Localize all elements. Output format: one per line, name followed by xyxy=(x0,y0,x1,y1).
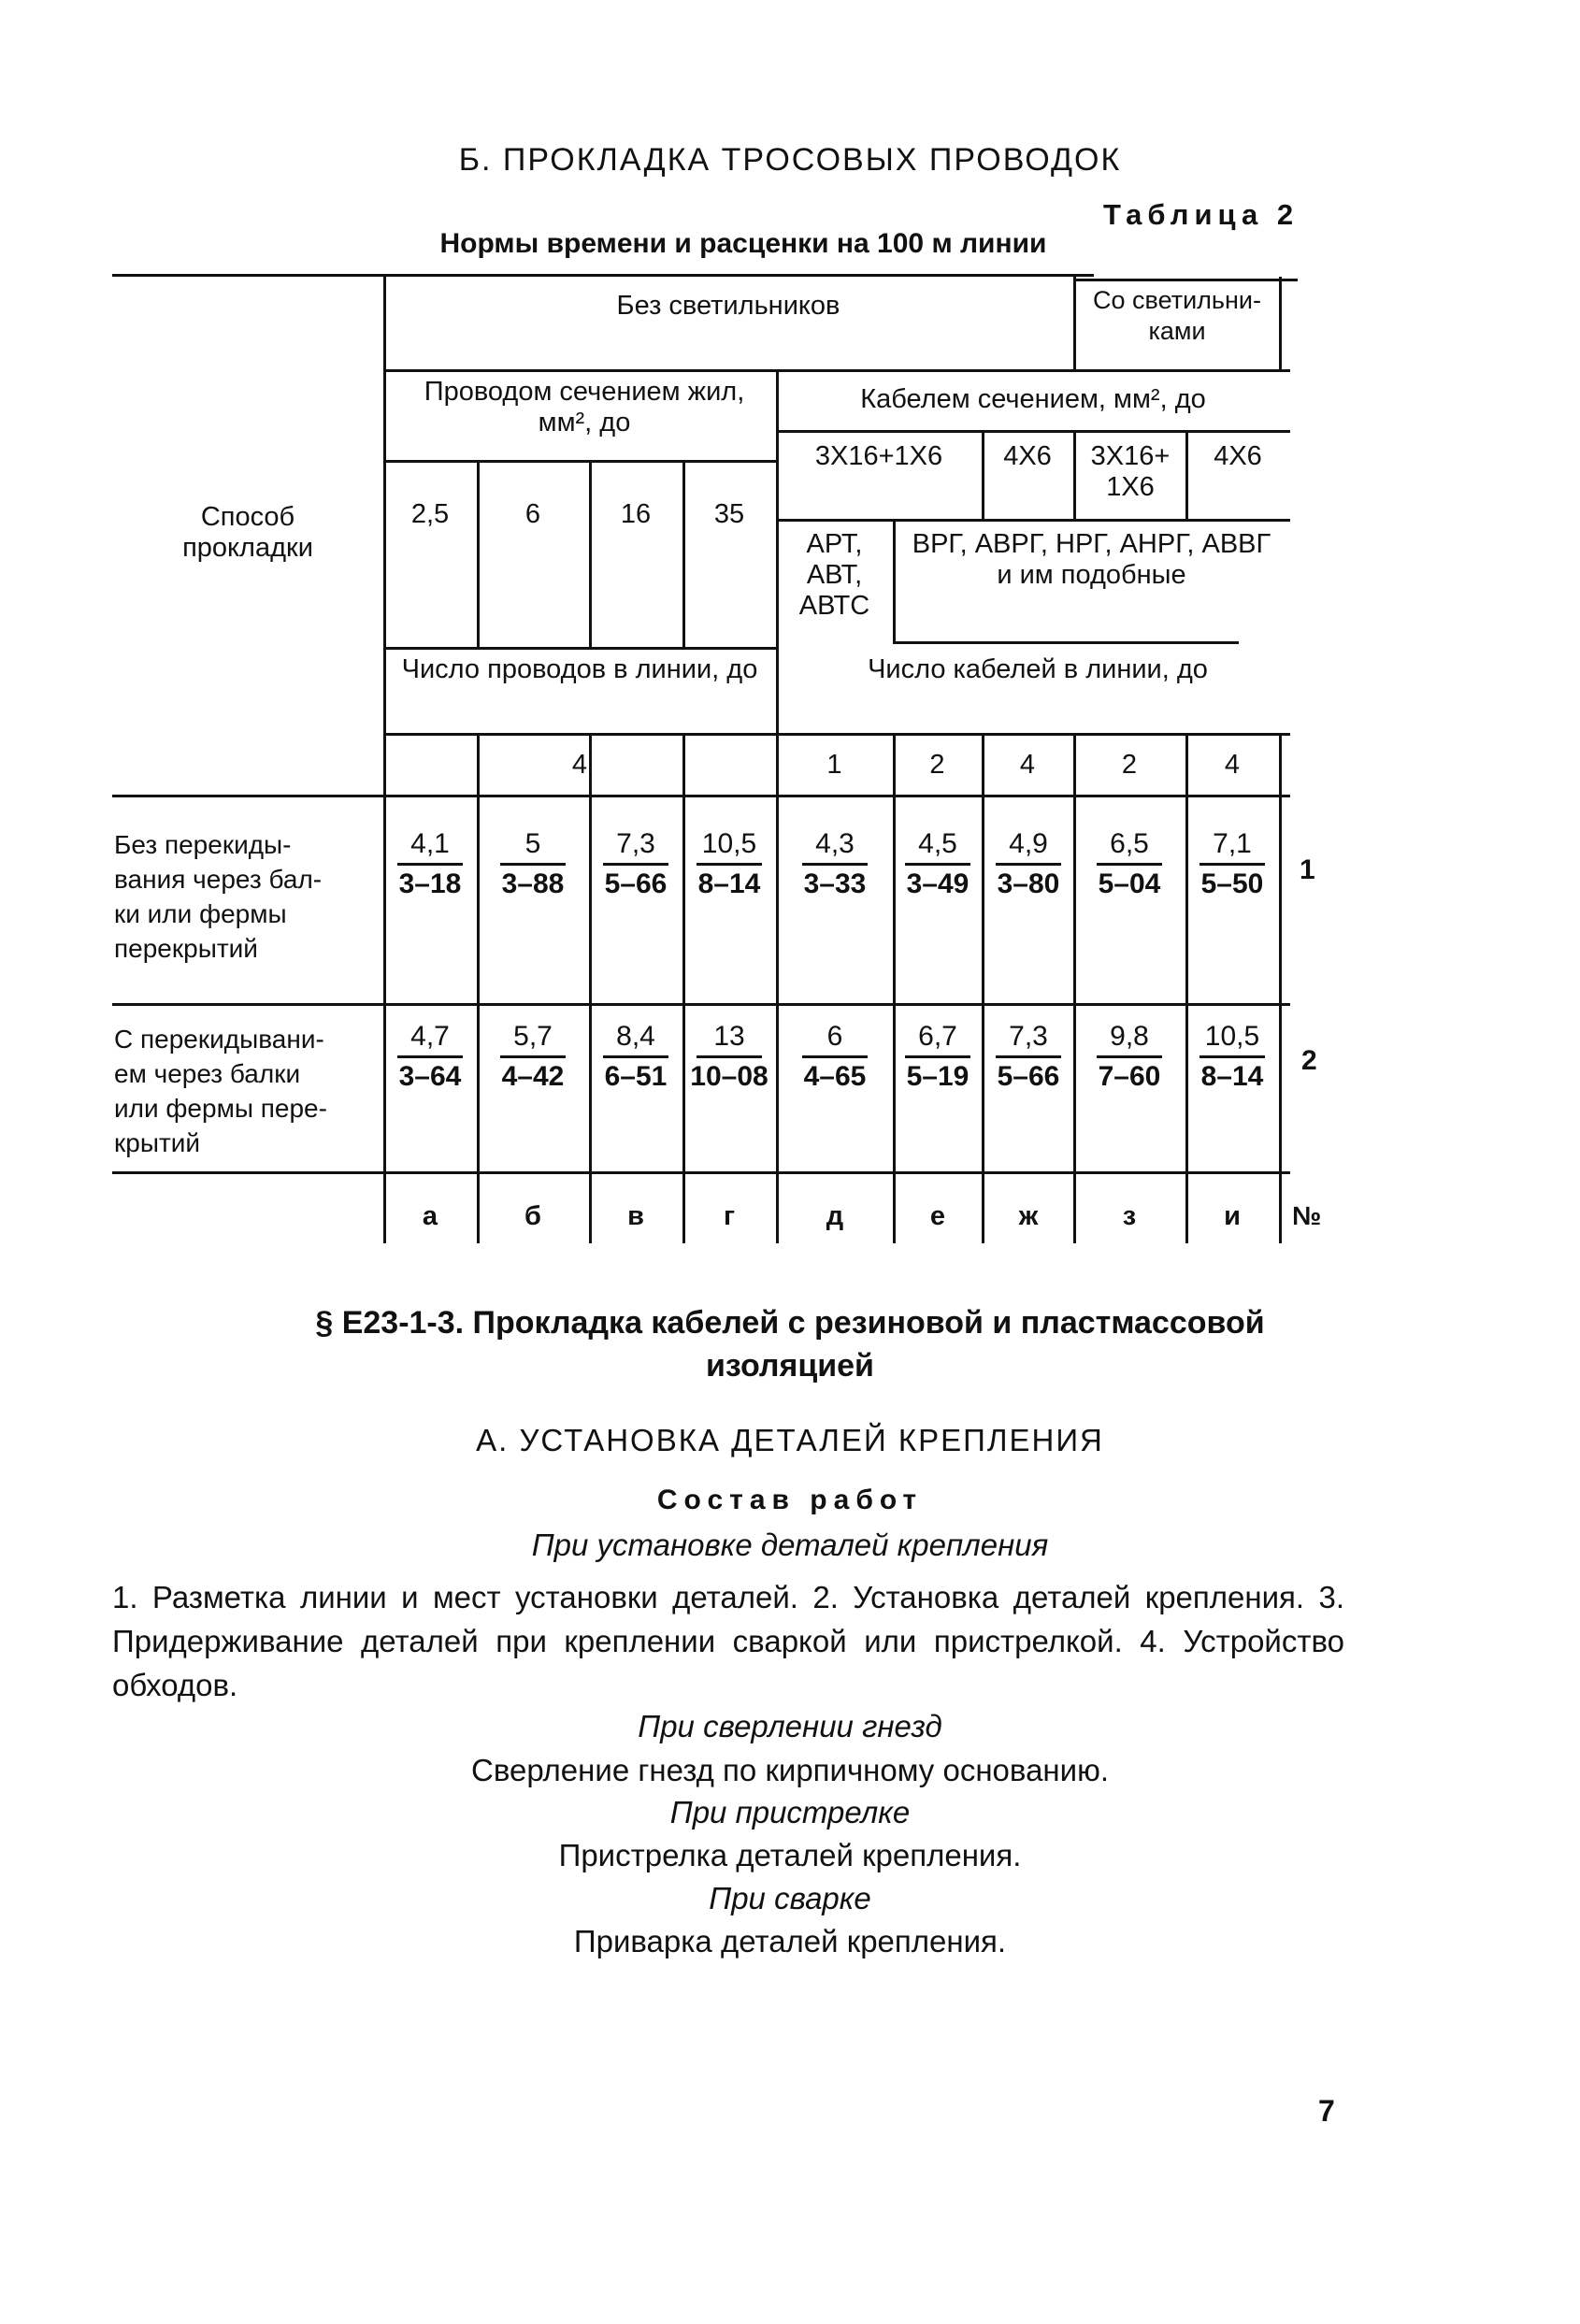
cable-count: 4 xyxy=(1224,749,1241,780)
table-label: Таблица 2 xyxy=(1103,198,1300,231)
norm-value: $\frac{5}{3-88}$ xyxy=(501,828,565,899)
group-without-lamps: Без светильников xyxy=(616,290,840,321)
row-header: Способ прокладки xyxy=(182,502,313,563)
cable-size: 3Х16+ 1Х6 xyxy=(1090,441,1171,502)
wire-count-header: Число проводов в линии, до xyxy=(401,654,758,684)
wire-section-header: Проводом сечением жил, мм², до xyxy=(424,377,745,438)
column-letter: в xyxy=(627,1201,644,1231)
norm-value: $\frac{6,7}{5-19}$ xyxy=(906,1021,970,1092)
row-label: Без перекиды-вания через бал-ки или фермы перекрытий xyxy=(114,830,323,963)
number-header: № xyxy=(1292,1201,1322,1230)
row-label: С перекидывани-ем через балки или фермы пере-крытий xyxy=(114,1025,327,1157)
column-letter: д xyxy=(826,1201,844,1231)
cable-count: 2 xyxy=(1121,749,1138,780)
row-number: 1 xyxy=(1300,854,1315,885)
cable-size: 4Х6 xyxy=(1214,441,1262,471)
group-with-lamps: Со светильни-ками xyxy=(1093,286,1261,345)
paragraph-title-line: изоляцией xyxy=(706,1348,874,1384)
wire-size: 35 xyxy=(713,498,745,529)
page-number: 7 xyxy=(1318,2094,1335,2128)
norm-value: $\frac{7,3}{5-66}$ xyxy=(997,1021,1060,1092)
column-letter: б xyxy=(524,1201,541,1231)
norm-value: $\frac{4,9}{3-80}$ xyxy=(997,828,1060,899)
norm-value: $\frac{10,5}{8-14}$ xyxy=(1200,1021,1264,1092)
row-number: 2 xyxy=(1301,1045,1317,1076)
wire-size: 6 xyxy=(524,498,541,529)
cable-size: 3Х16+1Х6 xyxy=(814,441,943,471)
cable-section-header: Кабелем сечением, мм², до xyxy=(860,383,1206,414)
norm-value: $\frac{7,3}{5-66}$ xyxy=(604,828,668,899)
cable-count: 2 xyxy=(929,749,945,780)
work-composition-heading: Состав работ xyxy=(656,1485,924,1515)
paragraph-title-line: § Е23-1-3. Прокладка кабелей с резиновой и пластмассовой xyxy=(315,1305,1265,1341)
norm-value: $\frac{6}{4-65}$ xyxy=(803,1021,867,1092)
cable-count: 1 xyxy=(826,749,842,780)
norm-value: $\frac{4,5}{3-49}$ xyxy=(906,828,970,899)
norm-value: $\frac{5,7}{4-42}$ xyxy=(501,1021,565,1092)
norm-value: $\frac{10,5}{8-14}$ xyxy=(697,828,761,899)
wire-size: 2,5 xyxy=(410,498,450,529)
norm-value: $\frac{7,1}{5-50}$ xyxy=(1200,828,1264,899)
norm-value: $\frac{8,4}{6-51}$ xyxy=(604,1021,668,1092)
column-letter: ж xyxy=(1018,1201,1039,1231)
cable-types-b: ВРГ, АВРГ, НРГ, АНРГ, АВВГ и им подобные xyxy=(912,529,1271,590)
norm-value: $\frac{6,5}{5-04}$ xyxy=(1098,828,1161,899)
norm-value: $\frac{4,3}{3-33}$ xyxy=(803,828,867,899)
column-letter: и xyxy=(1224,1201,1241,1231)
section-heading: Б. ПРОКЛАДКА ТРОСОВЫХ ПРОВОДОК xyxy=(458,142,1122,178)
paragraph-title xyxy=(0,1301,1580,1387)
norm-value: $\frac{13}{10-08}$ xyxy=(690,1021,768,1092)
norm-value: $\frac{4,1}{3-18}$ xyxy=(398,828,462,899)
item-text: 1. Разметка линии и мест установки деталей. 2. Установка деталей крепления. 3. Придерживание деталей при креплении сваркой или пристрелкой. 4. Устройство обходов. xyxy=(112,1580,1344,1702)
table-caption: Нормы времени и расценки на 100 м линии xyxy=(439,228,1047,259)
norm-value: $\frac{4,7}{3-64}$ xyxy=(398,1021,462,1092)
wire-count: 4 xyxy=(571,749,588,780)
sub-heading: А. УСТАНОВКА ДЕТАЛЕЙ КРЕПЛЕНИЯ xyxy=(476,1423,1104,1457)
column-letter: а xyxy=(422,1201,438,1231)
item-text: Приварка деталей крепления. xyxy=(573,1924,1007,1958)
cable-size: 4Х6 xyxy=(1003,441,1052,471)
cable-types-a: АРТ, АВТ, АВТС xyxy=(798,529,870,621)
norm-value: $\frac{9,8}{7-60}$ xyxy=(1098,1021,1161,1092)
item-heading: При пристрелке xyxy=(669,1795,911,1829)
cable-count: 4 xyxy=(1019,749,1036,780)
item-text: Пристрелка деталей крепления. xyxy=(558,1838,1022,1872)
item-heading: При установке деталей крепления xyxy=(531,1528,1049,1562)
item-heading: При сверлении гнезд xyxy=(638,1709,942,1743)
cable-count-header: Число кабелей в линии, до xyxy=(868,654,1208,684)
column-letter: е xyxy=(929,1201,946,1231)
wire-size: 16 xyxy=(620,498,652,529)
item-heading: При сварке xyxy=(709,1881,871,1915)
column-letter: з xyxy=(1122,1201,1137,1231)
column-letter: г xyxy=(723,1201,736,1231)
item-text: Сверление гнезд по кирпичному основанию. xyxy=(470,1753,1109,1787)
